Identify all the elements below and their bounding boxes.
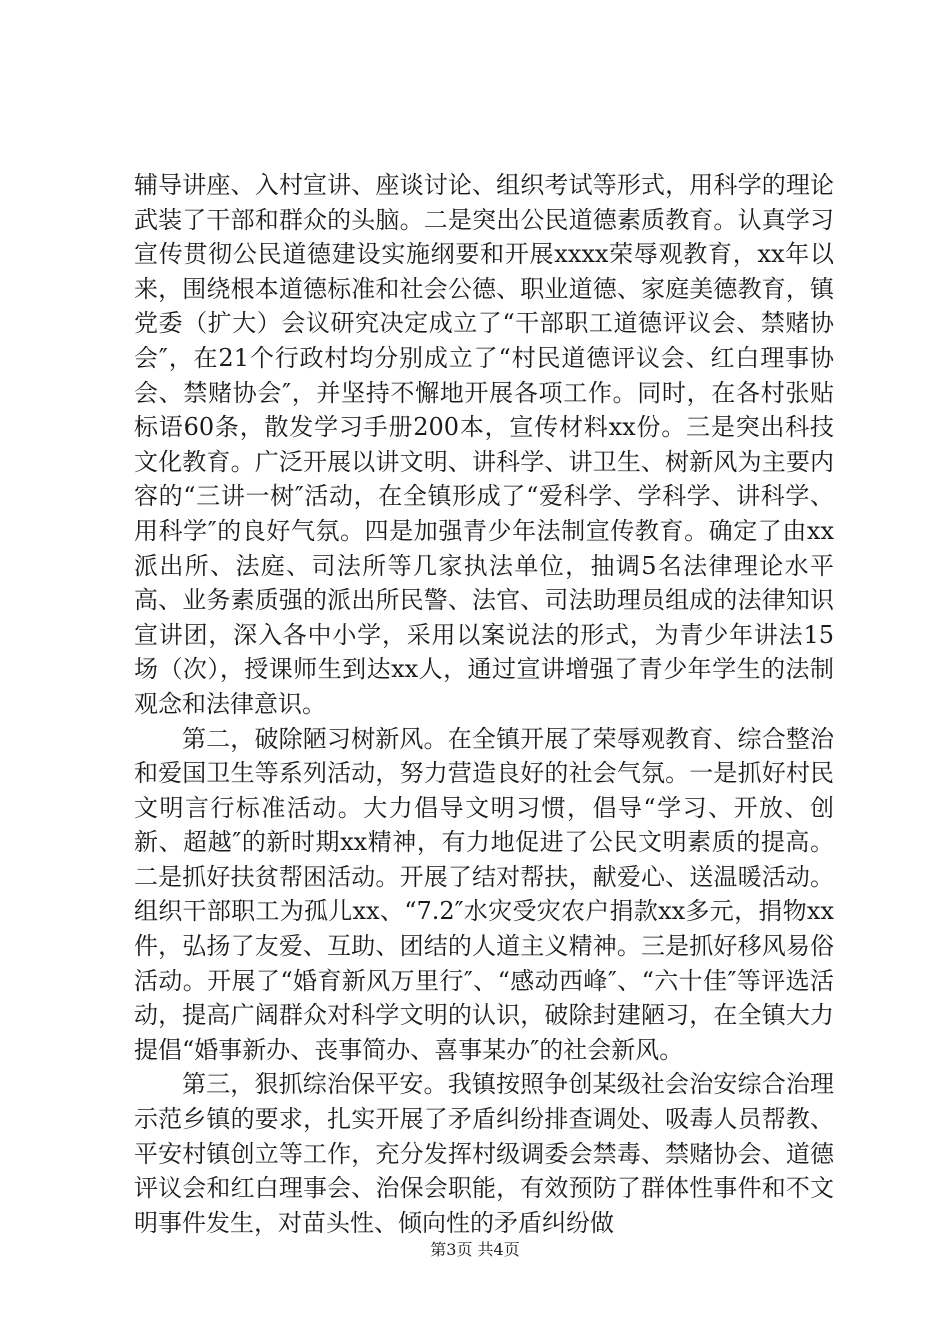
page-number-footer: 第3页 共4页: [430, 1240, 520, 1259]
paragraph-3: 第三，狠抓综治保平安。我镇按照争创某级社会治安综合治理示范乡镇的要求，扎实开展了矛盾纠纷排查调处、吸毒人员帮教、平安村镇创立等工作，充分发挥村级调委会禁毒、禁赌协会、道德评议会和红白理事会、治保会职能，有效预防了群体性事件和不文明事件发生，对苗头性、倾向性的矛盾纠纷做: [134, 1070, 834, 1237]
document-body: [134, 168, 834, 1240]
paragraph-1: 辅导讲座、入村宣讲、座谈讨论、组织考试等形式，用科学的理论武装了干部和群众的头脑。二是突出公民道德素质教育。认真学习宣传贯彻公民道德建设实施纲要和开展xxxx荣辱观教育，xx年以来，围绕根本道德标准和社会公德、职业道德、家庭美德教育，镇党委（扩大）会议研究决定成立了“干部职工道德评议会、禁赌协会″，在21个行政村均分别成立了“村民道德评议会、红白理事协会、禁赌协会″，并坚持不懈地开展各项工作。同时，在各村张贴标语60条，散发学习手册200本，宣传材料xx份。三是突出科技文化教育。广泛开展以讲文明、讲科学、讲卫生、树新风为主要内容的“三讲一树″活动，在全镇形成了“爱科学、学科学、讲科学、用科学″的良好气氛。四是加强青少年法制宣传教育。确定了由xx派出所、法庭、司法所等几家执法单位，抽调5名法律理论水平高、业务素质强的派出所民警、法官、司法助理员组成的法律知识宣讲团，深入各中小学，采用以案说法的形式，为青少年讲法15场（次），授课师生到达xx人，通过宣讲增强了青少年学生的法制观念和法律意识。: [134, 171, 834, 718]
paragraph-2: 第二，破除陋习树新风。在全镇开展了荣辱观教育、综合整治和爱国卫生等系列活动，努力营造良好的社会气氛。一是抓好村民文明言行标准活动。大力倡导文明习惯，倡导“学习、开放、创新、超越″的新时期xx精神，有力地促进了公民文明素质的提高。二是抓好扶贫帮困活动。开展了结对帮扶，献爱心、送温暖活动。组织干部职工为孤儿xx、“7.2″水灾受灾农户捐款xx多元，捐物xx件，弘扬了友爱、互助、团结的人道主义精神。三是抓好移风易俗活动。开展了“婚育新风万里行″、“感动西峰″、“六十佳″等评选活动，提高广阔群众对科学文明的认识，破除封建陋习，在全镇大力提倡“婚事新办、丧事简办、喜事某办″的社会新风。: [134, 724, 834, 1064]
